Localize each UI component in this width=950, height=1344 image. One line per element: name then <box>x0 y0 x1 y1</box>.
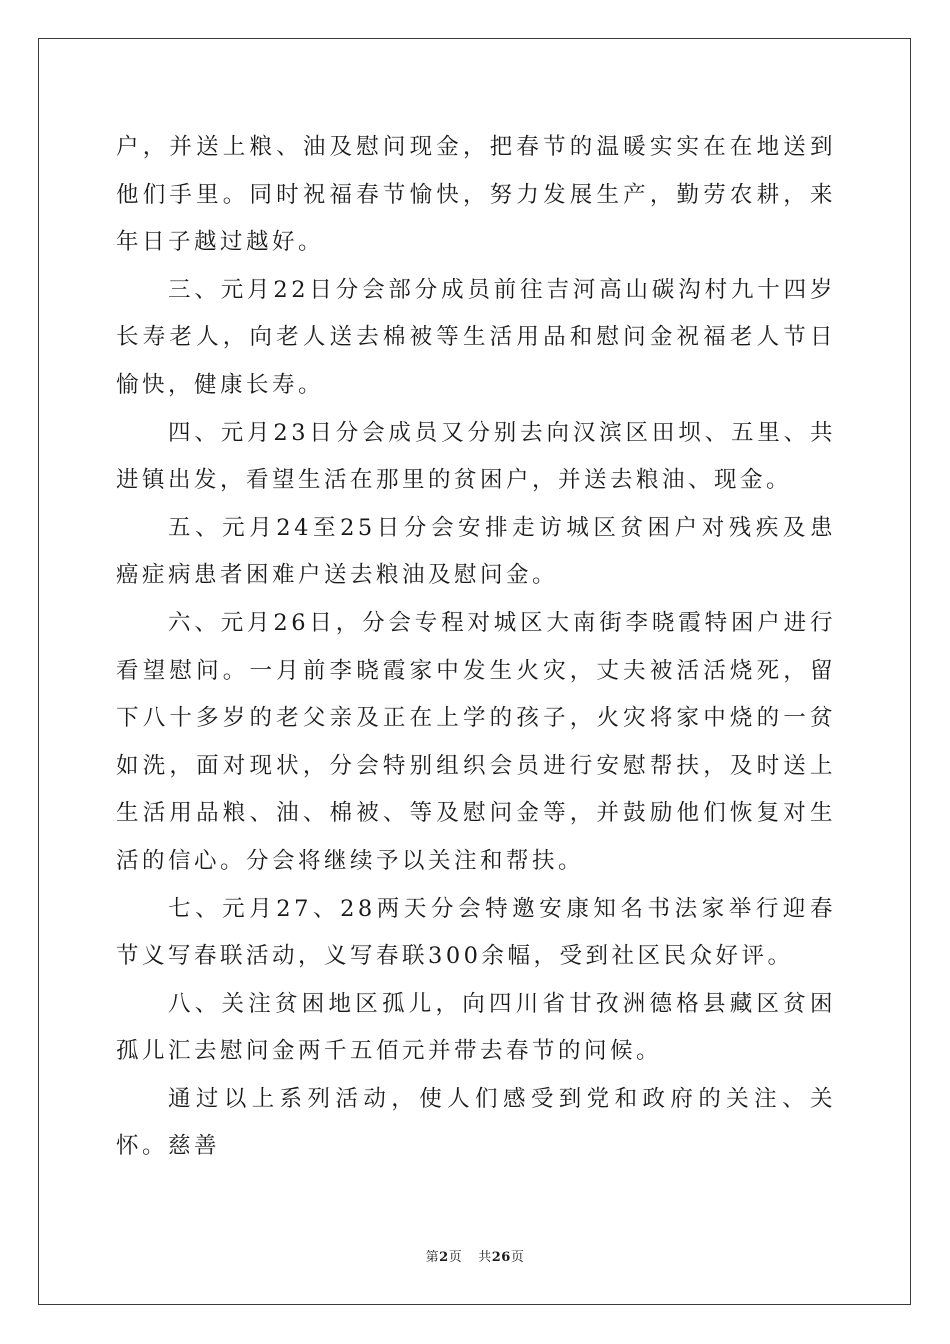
paragraph-5: 六、元月26日，分会专程对城区大南街李晓霞特困户进行看望慰问。一月前李晓霞家中发生火灾，丈夫被活活烧死，留下八十多岁的老父亲及正在上学的孩子，火灾将家中烧的一贫如洗，面对现状，分会特别组织会员进行安慰帮扶，及时送上生活用品粮、油、棉被、等及慰问金等，并鼓励他们恢复对生活的信心。分会将继续予以关注和帮扶。 <box>116 609 836 874</box>
total-prefix: 共 <box>478 1250 492 1265</box>
paragraph-1: 户，并送上粮、油及慰问现金，把春节的温暖实实在在地送到他们手里。同时祝福春节愉快，努力发展生产，勤劳农耕，来年日子越过越好。 <box>116 134 836 256</box>
total-pages: 26 <box>491 1250 511 1265</box>
total-suffix: 页 <box>510 1250 525 1265</box>
page-suffix: 页 <box>448 1250 463 1265</box>
page-number: 2 <box>439 1250 449 1265</box>
paragraph-6: 七、元月27、28两天分会特邀安康知名书法家举行迎春节义写春联活动，义写春联300余幅，受到社区民众好评。 <box>116 895 836 970</box>
document-body <box>116 124 836 1171</box>
paragraph-4: 五、元月24至25日分会安排走访城区贫困户对残疾及患癌症病患者困难户送去粮油及慰问金。 <box>116 514 836 589</box>
paragraph-7: 八、关注贫困地区孤儿，向四川省甘孜洲德格县藏区贫困孤儿汇去慰问金两千五佰元并带去春节的问候。 <box>116 990 836 1065</box>
paragraph-8: 通过以上系列活动，使人们感受到党和政府的关注、关怀。慈善 <box>116 1085 836 1160</box>
page-number-label <box>426 1246 463 1265</box>
page-prefix: 第 <box>425 1250 440 1265</box>
page-footer <box>0 1246 950 1265</box>
paragraph-3: 四、元月23日分会成员又分别去向汉滨区田坝、五里、共进镇出发，看望生活在那里的贫困户，并送去粮油、现金。 <box>116 419 836 494</box>
paragraph-2: 三、元月22日分会部分成员前往吉河高山碳沟村九十四岁长寿老人，向老人送去棉被等生活用品和慰问金祝福老人节日愉快，健康长寿。 <box>116 276 836 398</box>
total-pages-label <box>478 1246 524 1265</box>
